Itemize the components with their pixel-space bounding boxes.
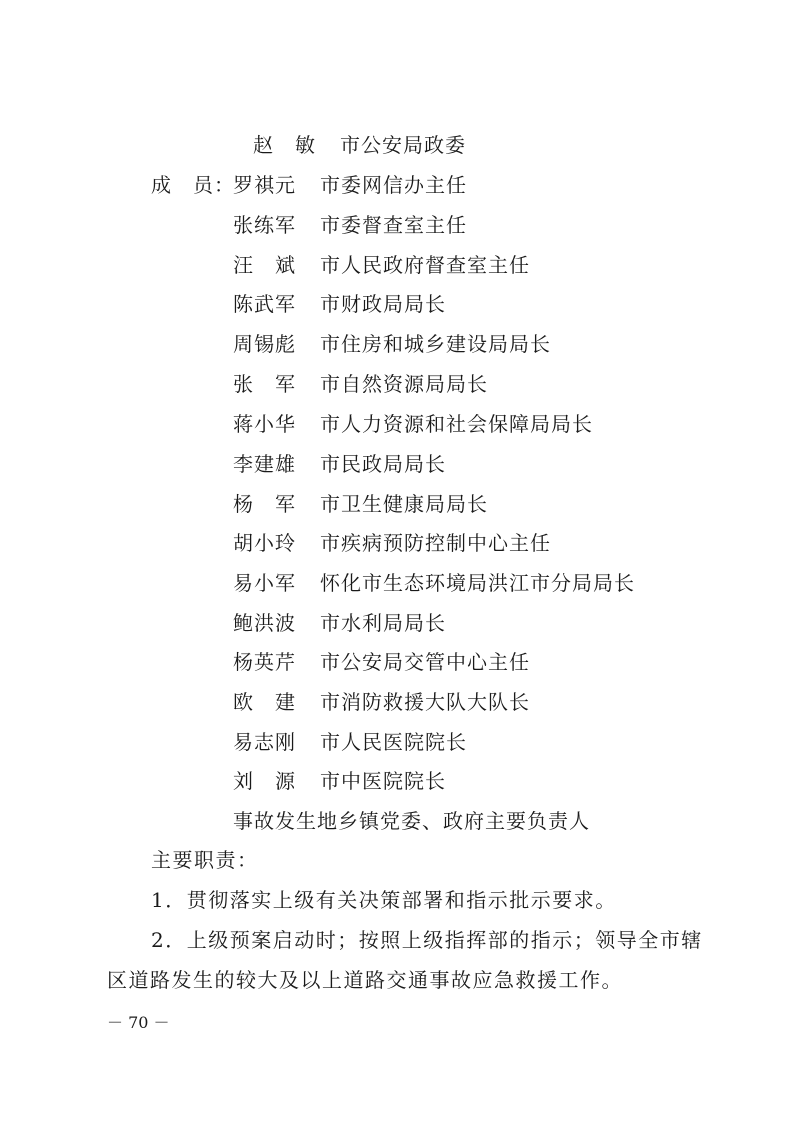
member-title: 市消防救援大队大队长: [320, 690, 530, 714]
member-name: 周锡彪: [233, 332, 296, 356]
member-row: [233, 450, 753, 478]
member-name: 杨 军: [233, 492, 296, 516]
member-row: [233, 171, 753, 199]
member-title: 市自然资源局局长: [320, 372, 488, 396]
member-name: 杨英芹: [233, 650, 296, 674]
member-name: 胡小玲: [233, 531, 296, 555]
member-name: 罗祺元: [233, 173, 296, 197]
member-row: [233, 490, 753, 518]
member-title: 市民政局局长: [320, 452, 446, 476]
member-row: [233, 370, 753, 398]
member-title: 市人力资源和社会保障局局长: [320, 412, 593, 436]
member-name: 李建雄: [233, 452, 296, 476]
member-title: 市水利局局长: [320, 611, 446, 635]
duty-item: 1．贯彻落实上级有关决策部署和指示批示要求。: [151, 888, 617, 912]
member-row: [233, 290, 753, 318]
vice-head-title: 市公安局政委: [340, 133, 466, 157]
members-label: 成 员：: [151, 173, 235, 197]
vice-head-row: [253, 131, 773, 159]
member-name: 蒋小华: [233, 412, 296, 436]
member-title: 市中医院院长: [320, 769, 446, 793]
member-title: 市人民政府督查室主任: [320, 253, 530, 277]
member-title: 市住房和城乡建设局局长: [320, 332, 551, 356]
member-row: [233, 648, 753, 676]
member-name: 易志刚: [233, 730, 296, 754]
member-row: [233, 688, 753, 716]
member-title: 怀化市生态环境局洪江市分局局长: [320, 571, 635, 595]
duty-item: 2．上级预案启动时；按照上级指挥部的指示；领导全市辖: [151, 928, 703, 952]
member-row: [233, 330, 753, 358]
member-title: 市财政局局长: [320, 292, 446, 316]
page-number: － 70 －: [107, 1013, 170, 1032]
member-name: 欧 建: [233, 690, 296, 714]
member-row: [233, 251, 753, 279]
member-title: 市卫生健康局局长: [320, 492, 488, 516]
member-title: 市委网信办主任: [320, 173, 467, 197]
duty-item-continuation: 区道路发生的较大及以上道路交通事故应急救援工作。: [107, 968, 623, 992]
member-row: [233, 410, 753, 438]
member-name: 张 军: [233, 372, 296, 396]
member-row: [233, 609, 753, 637]
member-title: 市委督查室主任: [320, 213, 467, 237]
member-title: 市疾病预防控制中心主任: [320, 531, 551, 555]
member-row: [233, 211, 753, 239]
member-row: [233, 569, 753, 597]
member-name: 张练军: [233, 213, 296, 237]
member-name: 易小军: [233, 571, 296, 595]
member-title: 市人民医院院长: [320, 730, 467, 754]
member-name: 鲍洪波: [233, 611, 296, 635]
vice-head-name: 赵 敏: [253, 133, 316, 157]
member-row: [233, 529, 753, 557]
member-name: 汪 斌: [233, 253, 296, 277]
member-title: 市公安局交管中心主任: [320, 650, 530, 674]
member-row: [233, 728, 753, 756]
member-row: [233, 767, 753, 795]
duties-heading: 主要职责：: [151, 848, 259, 872]
extra-member: 事故发生地乡镇党委、政府主要负责人: [233, 809, 590, 833]
member-name: 刘 源: [233, 769, 296, 793]
member-name: 陈武军: [233, 292, 296, 316]
